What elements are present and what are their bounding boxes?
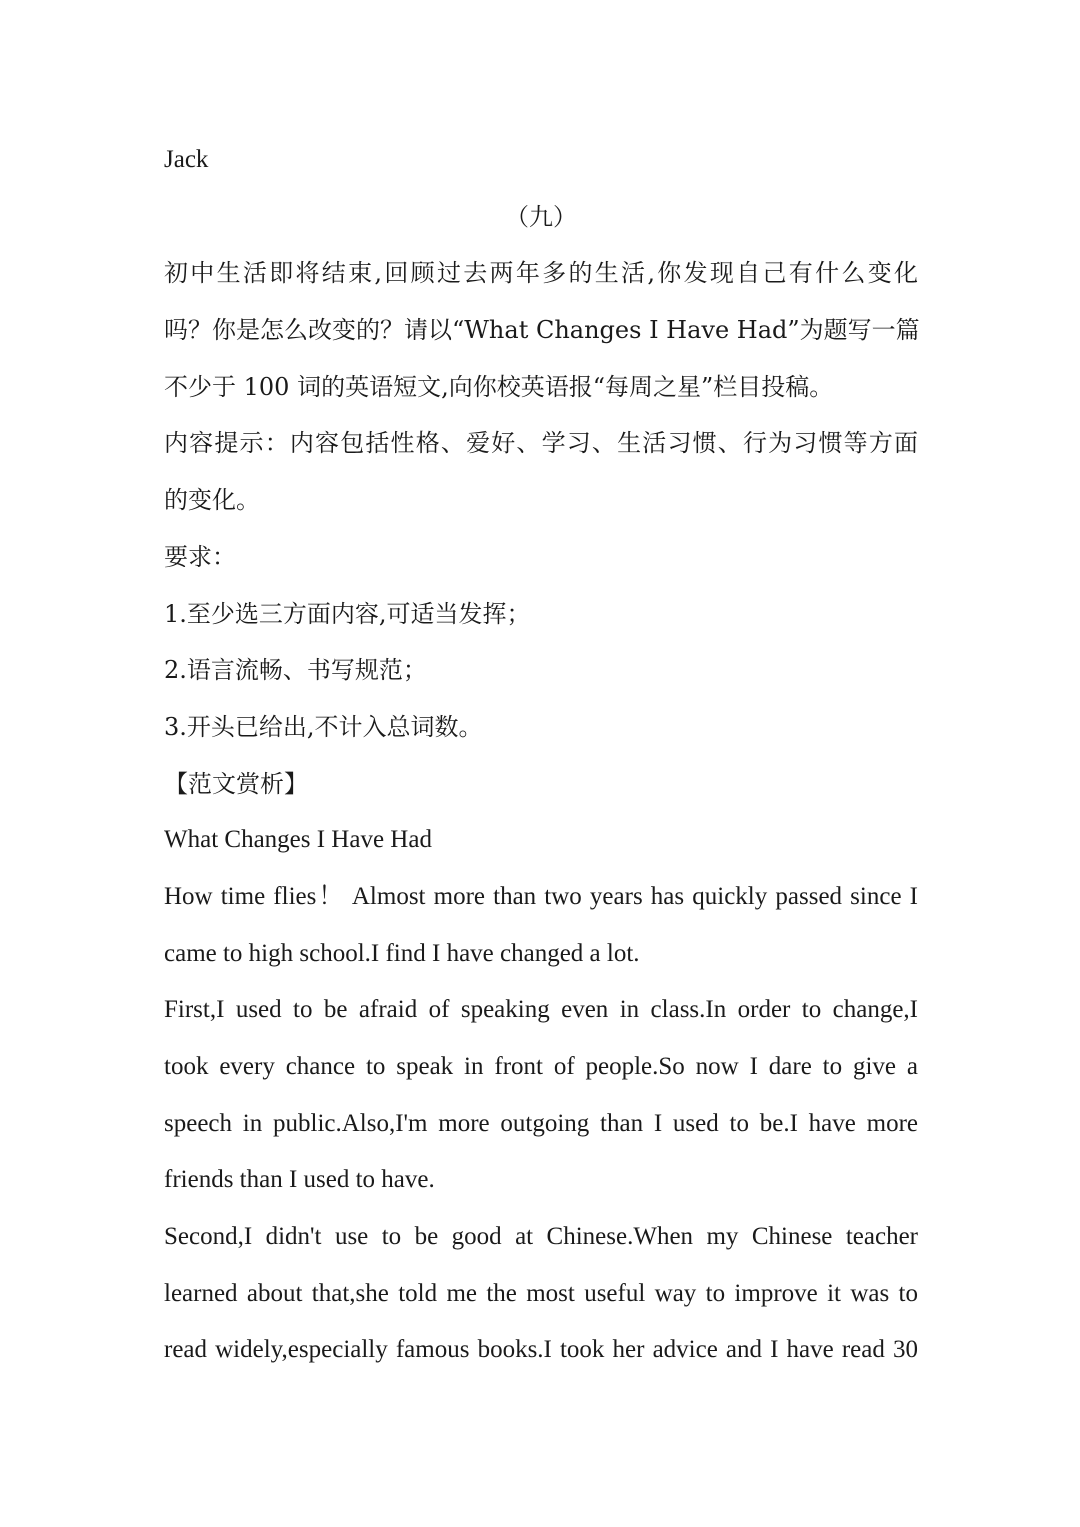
sample-line: Second,I didn't use to be good at Chinese.When my Chinese teacher (164, 1223, 918, 1251)
requirement-item: 2.语言流畅、书写规范； (164, 656, 427, 685)
requirement-item: 1.至少选三方面内容,可适当发挥； (164, 599, 531, 628)
sample-line: read widely,especially famous books.I took her advice and I have read 30 (164, 1336, 918, 1364)
sample-line: learned about that,she told me the most useful way to improve it was to (164, 1279, 918, 1307)
sample-line: First,I used to be afraid of speaking even in class.In order to change,I (164, 996, 918, 1024)
signature: Jack (164, 146, 209, 173)
document-page (164, 132, 918, 1379)
sample-line: took every chance to speak in front of people.So now I dare to give a (164, 1053, 918, 1080)
task-line: 吗？你是怎么改变的？请以“What Changes I Have Had”为题写一篇 (164, 316, 920, 345)
sample-line: speech in public.Also,I'm more outgoing than I used to be.I have more (164, 1109, 918, 1137)
sample-line: friends than I used to have. (164, 1166, 435, 1194)
hint-line: 的变化。 (164, 486, 260, 515)
requirements-heading: 要求： (164, 542, 236, 571)
sample-heading: 【范文赏析】 (164, 769, 308, 798)
sample-line: How time flies！ Almost more than two years has quickly passed since I (164, 882, 918, 910)
hint-line: 内容提示：内容包括性格、爱好、学习、生活习惯、行为习惯等方面 (164, 429, 918, 458)
sample-title: What Changes I Have Had (164, 826, 432, 854)
task-line: 不少于 100 词的英语短文,向你校英语报“每周之星”栏目投稿。 (164, 372, 834, 401)
sample-line: came to high school.I find I have changed a lot. (164, 939, 640, 967)
requirement-item: 3.开头已给出,不计入总词数。 (164, 712, 483, 741)
task-line: 初中生活即将结束,回顾过去两年多的生活,你发现自己有什么变化 (164, 259, 918, 288)
section-number: （九） (505, 202, 577, 231)
